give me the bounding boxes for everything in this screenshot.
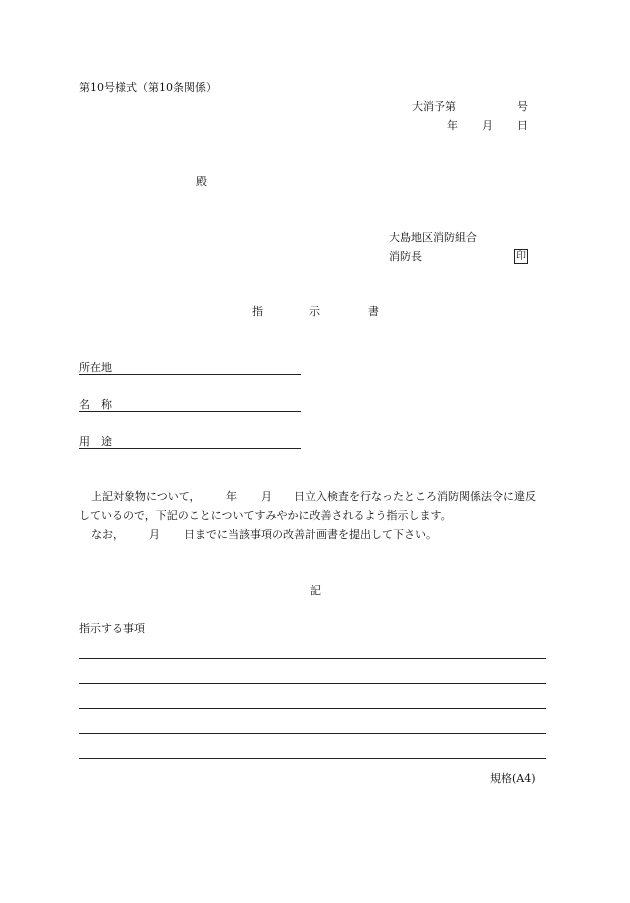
title-char-3: 書 (368, 305, 379, 318)
title-char-1: 指 (252, 305, 263, 318)
usage-field-line (79, 448, 301, 449)
title-char-2: 示 (309, 305, 320, 318)
addressee-suffix: 殿 (196, 175, 207, 188)
body-line3-month: 月 (149, 528, 160, 541)
name-label: 名 称 (79, 398, 112, 411)
location-label: 所在地 (79, 361, 112, 374)
body-line3-lead: なお， (91, 528, 124, 541)
body-line1-month: 月 (261, 490, 272, 503)
usage-label: 用 途 (79, 435, 112, 448)
date-day: 日 (517, 119, 528, 132)
paper-size-note: 規格(A4) (490, 772, 536, 785)
instruction-line-1 (79, 658, 546, 659)
instruction-line-3 (79, 708, 546, 709)
body-line1-rest: 日立入検査を行なったところ消防関係法令に違反 (294, 490, 536, 503)
instruction-line-2 (79, 683, 546, 684)
body-line1-year: 年 (226, 490, 237, 503)
date-year: 年 (447, 119, 458, 132)
issuer-title: 消防長 (389, 250, 422, 263)
date-month: 月 (482, 119, 493, 132)
body-line2: しているので，下記のことについてすみやかに改善されるよう指示します。 (79, 509, 452, 522)
seal-mark: 印 (516, 251, 526, 262)
document-number-suffix: 号 (517, 100, 528, 113)
location-field-line (79, 374, 301, 375)
form-number: 第10号様式（第10条関係） (79, 81, 217, 94)
issuer-organization: 大島地区消防組合 (389, 231, 477, 244)
name-field-line (79, 411, 301, 412)
notes-heading: 記 (310, 584, 321, 597)
body-line1-lead: 上記対象物について， (91, 490, 201, 503)
body-line3-rest: 日までに当該事項の改善計画書を提出して下さい。 (184, 528, 437, 541)
document-number-prefix: 大消予第 (412, 100, 456, 113)
instruction-items-label: 指示する事項 (79, 622, 145, 635)
instruction-line-5 (79, 758, 546, 759)
instruction-line-4 (79, 733, 546, 734)
